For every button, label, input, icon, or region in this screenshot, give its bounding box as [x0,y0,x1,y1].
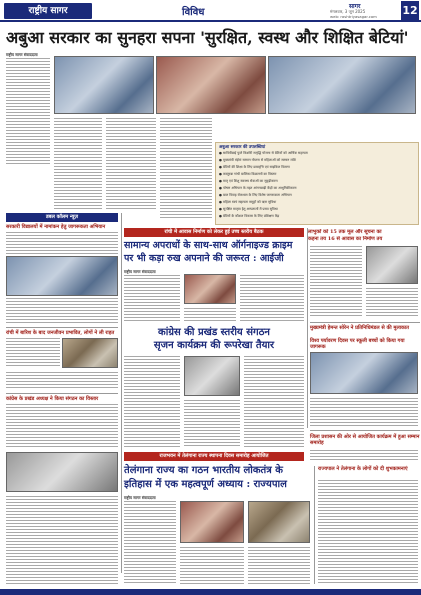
edition-date: मंगलवार, 3 जून 2025 [330,9,366,14]
achievement-item: ● मुख्यमंत्री मंईयां सम्मान योजना से महिलाओं को सम्मान राशि [219,158,296,162]
right-mid-headline: मुख्यमंत्री हेमन्त सोरेन ने प्रतिनिधिमंडल से की मुलाकात [310,325,410,331]
right-mid-body [310,398,418,426]
right-mid-headline-2: विश्व पर्यावरण दिवस पर स्कूली बच्चों को किया गया जागरूक [310,338,405,350]
row-rule [310,430,420,431]
second-body-col-3 [240,275,304,323]
bottom-right-headline: राज्यपाल ने तेलंगाना के लोगों को दी शुभकामनाएं [318,466,408,472]
left-mid-photo [62,338,118,368]
double-column-photo [6,256,118,296]
bottom-body-col-2 [180,547,244,585]
third-headline-line-1: कांग्रेस की प्रखंड स्तरीय संगठन [158,327,270,338]
lead-byline: राष्ट्रीय सागर संवाददाता [6,52,38,57]
bottom-headline-line-2: इतिहास में एक महत्वपूर्ण अध्याय : राज्यपाल [124,479,287,490]
section-title: विविध [182,7,205,18]
lead-photo-3 [268,56,416,114]
second-headline-line-1: सामान्य अपराधों के साथ-साथ ऑर्गनाइज्ड क्राइम [124,240,293,251]
bottom-byline: राष्ट्रीय सागर संवाददाता [124,495,156,500]
right-mid-photo [310,352,418,394]
bottom-right-body [318,480,418,585]
third-body-col-2 [184,400,240,448]
third-body-col-1 [124,356,180,448]
right-top-photo [366,246,418,284]
website-url: web: rashtriyasagar.com [330,14,377,19]
meeting-bar: रांची में आवास निर्माण को लेकर हुई उच्च स्तरीय बैठक [124,228,304,237]
lead-body-col-1 [6,58,50,166]
bottom-body-col-3 [248,547,310,585]
second-byline: राष्ट्रीय सागर संवाददाता [124,269,156,274]
right-top-body-col-1 [310,246,362,318]
lead-body-col-3 [106,118,156,210]
achievement-item: ● बाल विवाह रोकथाम के लिए विशेष जागरूकता अभियान [219,193,292,197]
bottom-body-col-1 [124,501,176,585]
second-body-col-2 [184,308,236,323]
footer-bar [0,589,421,595]
row-rule [310,322,420,323]
achievement-item: ● मातृ एवं शिशु स्वास्थ्य सेवाओं का सुदृढ़ीकरण [219,179,278,183]
column-rule [121,213,122,573]
telangana-bar: राजभवन में तेलंगाना राज्य स्थापना दिवस समारोह आयोजित [124,452,304,461]
achievement-item: ● सुरक्षित मातृत्व हेतु अस्पतालों में प्रसव सुविधा [219,207,278,211]
third-headline-line-2: सृजन कार्यक्रम की रूपरेखा तैयार [153,340,275,351]
second-photo [184,274,236,304]
bottom-photo-1 [180,501,244,543]
right-top-headline-line-2: कहना तय 16 से आवास का निर्माण तय [308,236,383,242]
row-rule [6,393,118,394]
right-top-headline-line-1: लाभुकों को 15 तक मूल और सूचना का [308,229,382,235]
second-headline-line-2: पर भी कड़ा रुख अपनाने की जरूरत : आईजी [124,253,284,264]
bottom-photo-2 [248,501,310,543]
edition-city: सागर [349,3,361,10]
right-lower-headline: जिला प्रशासन की ओर से आयोजित कार्यक्रम में हुआ सम्मान समारोह [310,434,420,446]
left-lower-body [6,404,118,448]
newspaper-logo: राष्ट्रीय सागर [4,3,92,19]
left-mid-headline: रांची में बारिश के बाद जनजीवन प्रभावित, लोगों ने ली राहत [6,330,115,336]
column-rule [314,466,315,584]
second-body-col-1 [124,275,180,323]
third-photo-1 [184,356,240,396]
left-lower-headline: कांग्रेस के प्रखंड अध्यक्ष ने किया संगठन का विस्तार [6,396,99,402]
lead-headline: अबुआ सरकार का सुनहरा सपना 'सुरक्षित, स्वस्थ और शिक्षित बेटियां' [6,28,409,47]
right-top-body-col-2 [366,288,418,318]
achievements-title: अबुआ सरकार की उपलब्धियां [219,145,266,150]
column-rule [307,228,308,428]
right-lower-body [310,450,418,462]
achievement-item: ● सावित्रीबाई फुले किशोरी समृद्धि योजना से बेटियों को आर्थिक सहायता [219,151,308,155]
left-mid-body-1 [6,338,60,368]
achievement-item: ● पोषण अभियान के तहत आंगनबाड़ी केंद्रों का आधुनिकीकरण [219,186,297,190]
lead-body-col-4 [160,118,212,218]
lead-photo-2 [156,56,266,114]
achievement-item: ● कस्तूरबा गांधी बालिका विद्यालयों का विस्तार [219,172,277,176]
bottom-headline-line-1: तेलंगाना राज्य का गठन भारतीय लोकतंत्र के [124,465,283,476]
achievement-item: ● बेटियों के कौशल विकास के लिए प्रशिक्षण केंद्र [219,214,280,218]
lead-body-col-2 [54,118,102,210]
double-column-body [6,232,118,254]
bottom-left-photo [6,452,118,492]
lead-photo-1 [54,56,154,114]
achievement-item: ● महिला स्वयं सहायता समूहों को ऋण सुविधा [219,200,277,204]
left-mid-body-2 [6,372,118,390]
page-number: 12 [401,1,419,20]
double-column-body-2 [6,298,118,324]
double-column-header: डबल कॉलम न्यूज़ [6,213,118,222]
double-column-headline: सरकारी विद्यालयों में नामांकन हेतु जागरूकता अभियान [6,224,106,230]
bottom-left-body [6,496,118,585]
achievement-item: ● बेटियों की शिक्षा के लिए छात्रवृत्ति एवं साइकिल वितरण [219,165,290,169]
row-rule [6,327,118,328]
third-body-col-3 [244,356,304,448]
